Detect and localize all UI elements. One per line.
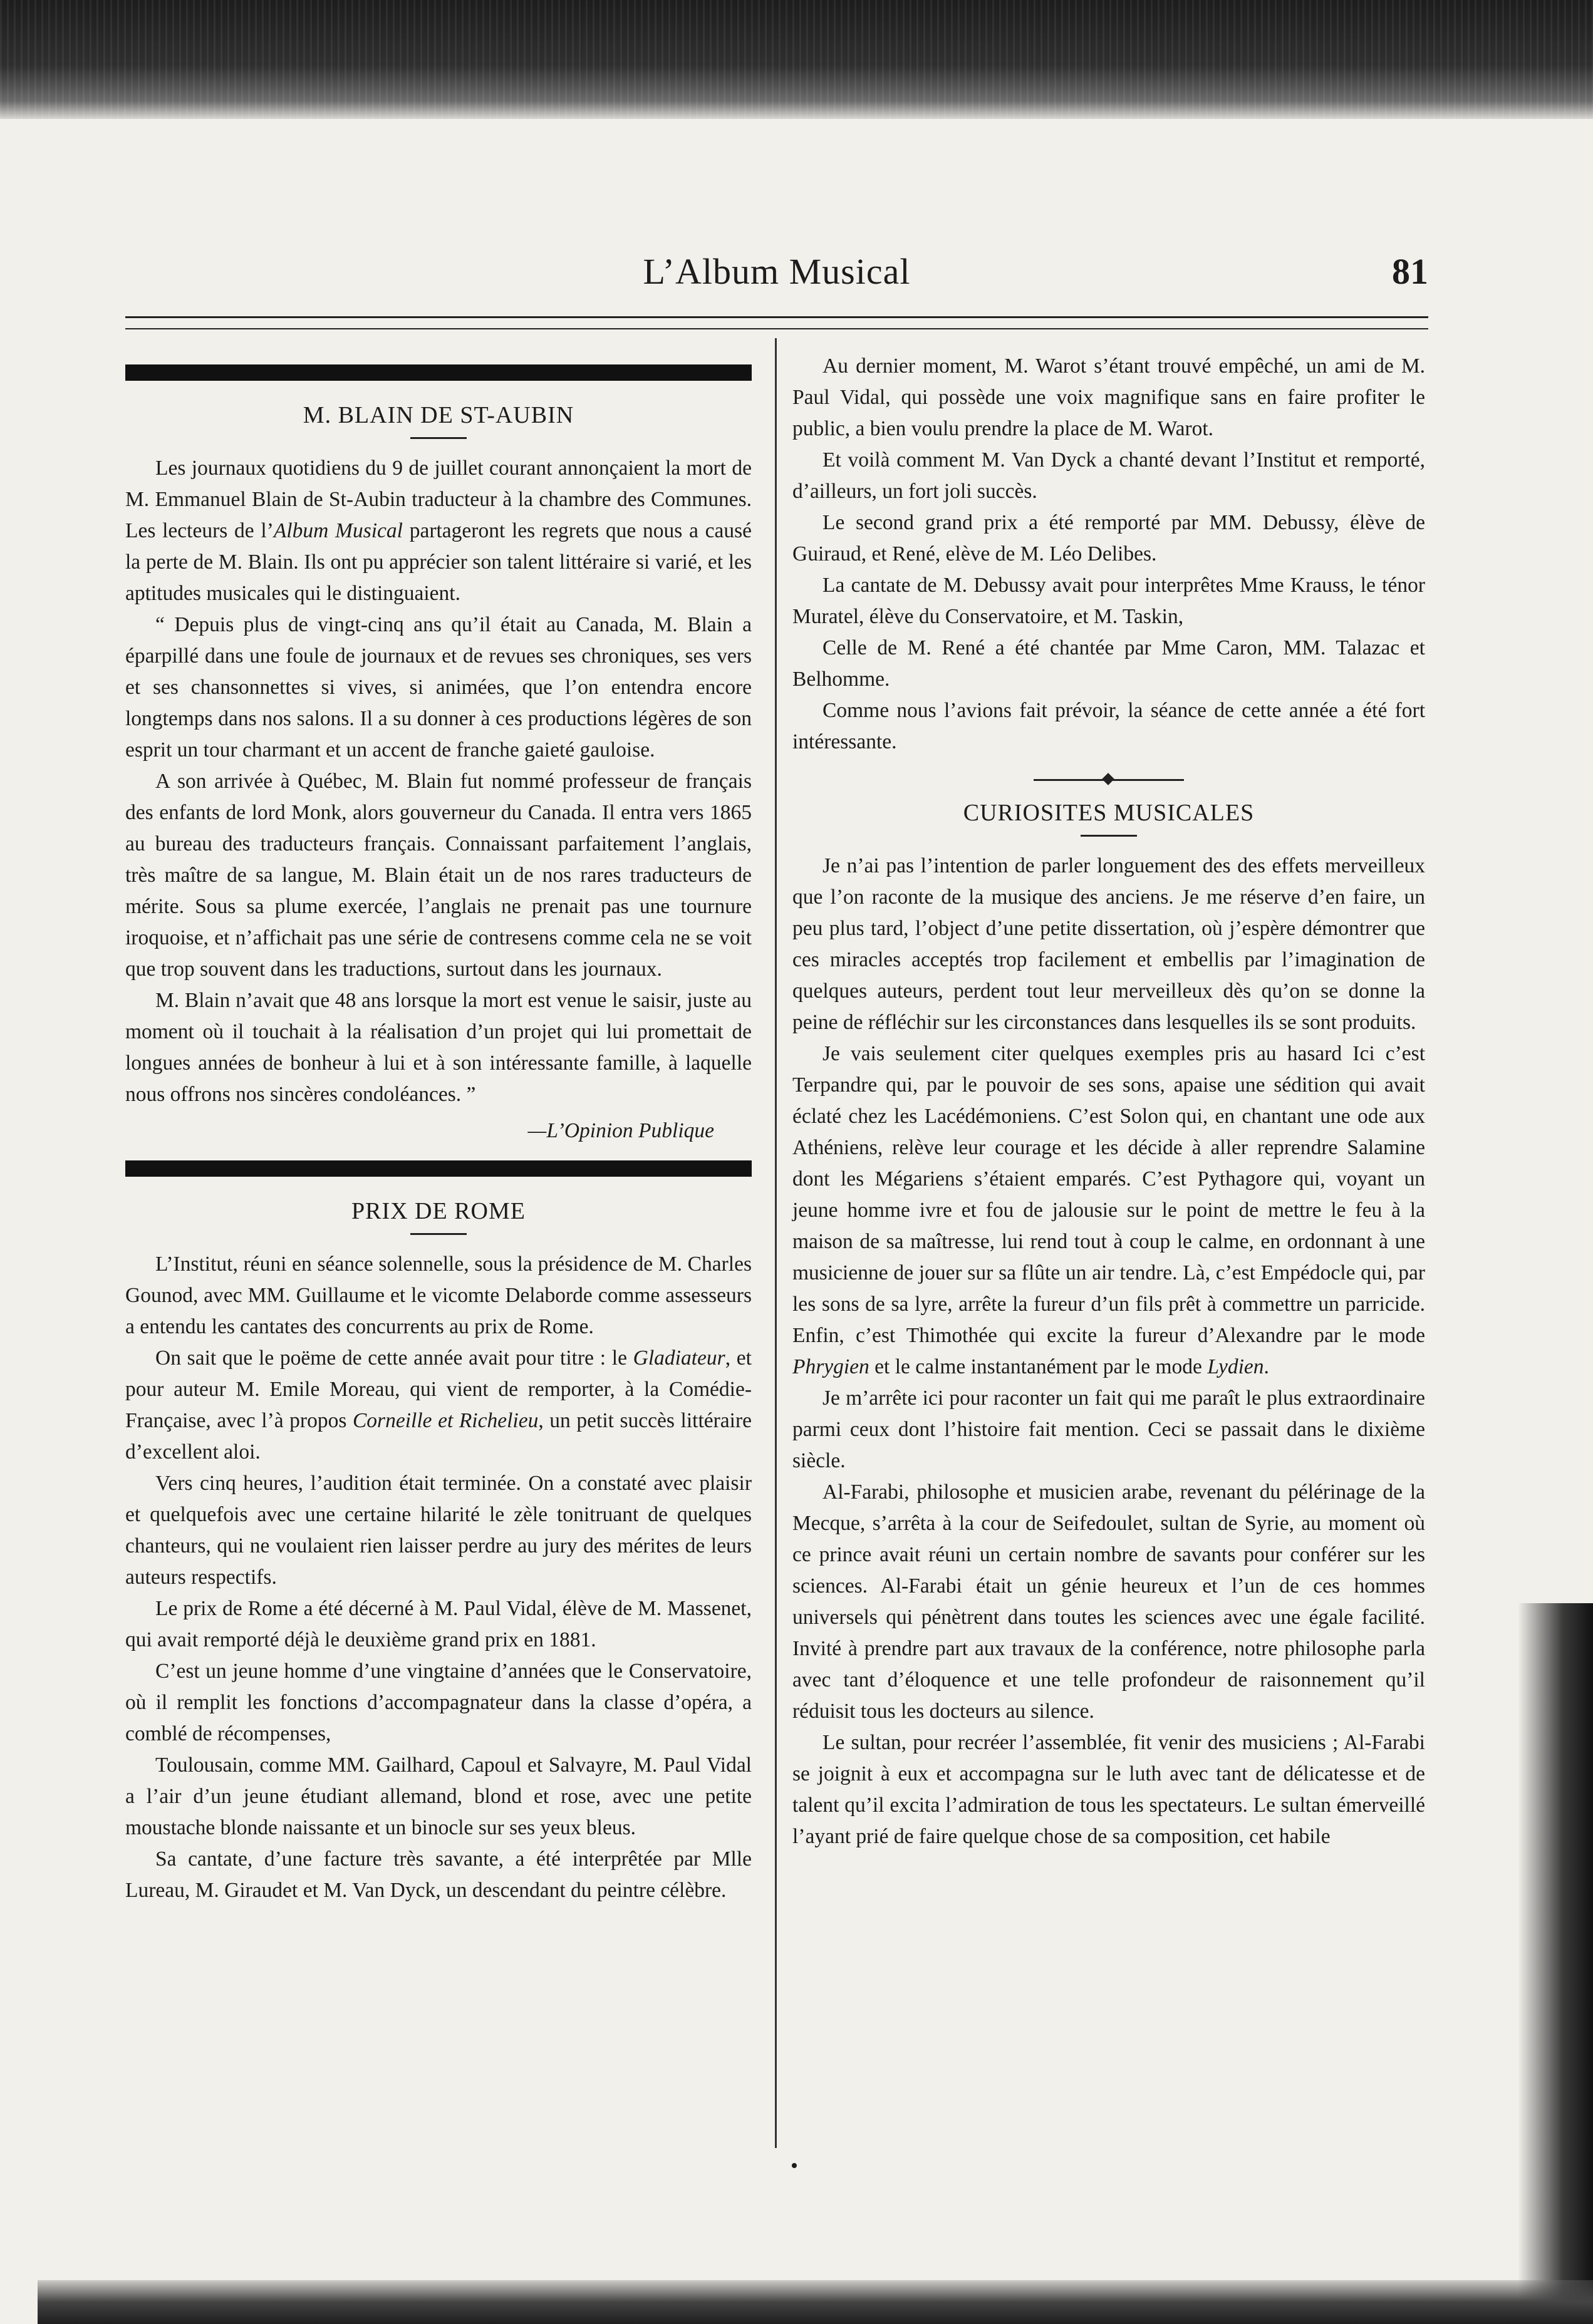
paragraph: Je n’ai pas l’intention de parler longuement des des effets merveilleux que l’on raconte de la musique des anciens. Je me réserve d’en faire, un peu plus tard, l’object d’une petite dissertation, où j’espère démontrer que ces miracles acceptés trop facilement et embellis par l’imagination de quelques auteurs, perdent tout leur merveilleux dès qu’on se donne la peine de réfléchir sur les circonstances dans lesquelles ils se sont produits. (792, 854, 1425, 1034)
paragraph: Le prix de Rome a été décerné à M. Paul Vidal, élève de M. Massenet, qui avait remporté déjà le deuxième grand prix en 1881. (125, 1597, 752, 1651)
ornament-divider (1034, 779, 1184, 781)
paragraph: Comme nous l’avions fait prévoir, la séance de cette année a été fort intéressante. (792, 699, 1425, 753)
paragraph: Toulousain, comme MM. Gailhard, Capoul et Salvayre, M. Paul Vidal a l’air d’un jeune étudiant allemand, blond et rose, avec une petite moustache blonde naissante et un binocle sur ses yeux bleus. (125, 1753, 752, 1839)
section-bar (125, 364, 752, 381)
paragraph: “ Depuis plus de vingt-cinq ans qu’il était au Canada, M. Blain a éparpillé dans une foule de journaux et de revues ses chroniques, ses vers et ses chansonnettes si vives, si animées, que l’on entendra encore longtemps dans nos salons. Il a su donner à ces productions légères de son esprit un tour charmant et un accent de franche gaieté gauloise. (125, 613, 752, 762)
title-rule (410, 1233, 467, 1235)
source-signature: —L’Opinion Publique (527, 1119, 714, 1142)
title-rule (410, 437, 467, 439)
section-title-prix-de-rome: PRIX DE ROME (351, 1198, 526, 1224)
page-header (125, 250, 1428, 307)
paragraph: Al-Farabi, philosophe et musicien arabe, revenant du pélérinage de la Mecque, s’arrêta à la cour de Seifedoulet, sultan de Syrie, au moment où ce prince avait réuni un certain nombre de savants pour conférer sur les sciences. Al-Farabi était un génie heureux et l’un de ces hommes universels qui pénètrent dans toutes les sciences avec une égale facilité. Invité à prendre part aux travaux de la conférence, notre philosophe parla avec tant d’éloquence et une telle profondeur de raisonnement qu’il réduisit tous les docteurs au silence. (792, 1480, 1425, 1723)
paragraph: Le sultan, pour recréer l’assemblée, fit venir des musiciens ; Al-Farabi se joignit à eux et accompagna sur le luth avec tant de délicatesse et de talent qu’il excita l’admiration de tous les spectateurs. Le sultan émerveillé l’ayant prié de faire quelque chose de sa composition, cet habile (792, 1731, 1425, 1848)
paragraph: Sa cantate, d’une facture très savante, a été interprêtée par Mlle Lureau, M. Giraudet et M. Van Dyck, un descendant du peintre célèbre. (125, 1847, 752, 1902)
paragraph: Je m’arrête ici pour raconter un fait qui me paraît le plus extraordinaire parmi ceux dont l’histoire fait mention. Ceci se passait dans le dixième siècle. (792, 1387, 1425, 1472)
paragraph: Je vais seulement citer quelques exemples pris au hasard Ici c’est Terpandre qui, par le pouvoir de ses sons, apaise une sédition qui avait éclaté chez les Lacédémoniens. C’est Solon qui, en chantant une ode aux Athéniens, relève leur courage et les décide à aller reprendre Salamine dont les Mégariens s’étaient emparés. C’est Pythagore qui, voyant un jeune homme ivre et fou de jalousie sur le point de mettre le feu à la maison de sa maîtresse, lui rend tout à coup le calme, en ordonnant à une musicienne de jouer sur sa flûte un air tendre. Là, c’est Empédocle qui, par les sons de sa lyre, arrête la fureur d’un fils prêt à commettre un parricide. Enfin, c’est Thimothée qui excite la fureur d’Alexandre par le mode Phrygien et le calme instantanément par le mode Lydien. (792, 1042, 1425, 1378)
title-rule (1081, 835, 1137, 837)
page-number: 81 (1392, 251, 1428, 292)
left-column (125, 351, 752, 1906)
paragraph: On sait que le poëme de cette année avait pour titre : le Gladiateur, et pour auteur M. Emile Moreau, qui vient de remporter, à la Comédie-Française, avec l’à propos Corneille et Richelieu, un petit succès littéraire d’excellent aloi. (125, 1346, 752, 1464)
section-title-blain: M. BLAIN DE ST-AUBIN (303, 402, 574, 428)
paragraph: Celle de M. René a été chantée par Mme Caron, MM. Talazac et Belhomme. (792, 636, 1425, 691)
paragraph: Vers cinq heures, l’audition était terminée. On a constaté avec plaisir et quelquefois avec une certaine hilarité le zèle tonitruant de quelques chanteurs, qui ne voulaient rien laisser perdre au jury des mérites de leurs auteurs respectifs. (125, 1472, 752, 1589)
paragraph: L’Institut, réuni en séance solennelle, sous la présidence de M. Charles Gounod, avec MM. Guillaume et le vicomte Delaborde comme assesseurs a entendu les cantates des concurrents au prix de Rome. (125, 1252, 752, 1338)
footer-mark: • (791, 2154, 798, 2177)
running-title: L’Album Musical (643, 251, 911, 292)
paragraph: Et voilà comment M. Van Dyck a chanté devant l’Institut et remporté, d’ailleurs, un fort joli succès. (792, 448, 1425, 503)
scan-bottom-border (38, 2280, 1593, 2324)
paragraph: C’est un jeune homme d’une vingtaine d’années que le Conservatoire, où il remplit les fonctions d’accompagnateur dans la classe d’opéra, a comblé de récompenses, (125, 1660, 752, 1745)
column-divider (775, 338, 777, 2148)
paragraph: Le second grand prix a été remporté par MM. Debussy, élève de Guiraud, et René, elève de M. Léo Delibes. (792, 511, 1425, 566)
paragraph: Les journaux quotidiens du 9 de juillet courant annonçaient la mort de M. Emmanuel Blain de St-Aubin traducteur à la chambre des Communes. Les lecteurs de l’Album Musical partageront les regrets que nous a causé la perte de M. Blain. Ils ont pu apprécier son talent littéraire si varié, et les aptitudes musicales qui le distinguaient. (125, 457, 752, 605)
paragraph: Au dernier moment, M. Warot s’étant trouvé empêché, un ami de M. Paul Vidal, qui possède une voix magnifique sans en faire profiter le public, a bien voulu prendre la place de M. Warot. (792, 354, 1425, 440)
section-bar (125, 1160, 752, 1177)
paragraph: A son arrivée à Québec, M. Blain fut nommé professeur de français des enfants de lord Monk, alors gouverneur du Canada. Il entra vers 1865 au bureau des traducteurs français. Connaissant parfaitement l’anglais, très maître de sa langue, M. Blain était un de nos rares traducteurs de mérite. Sous sa plume exercée, l’anglais ne prenait pas une tournure iroquoise, et n’affichait pas une série de contresens comme cela ne se voit que trop souvent dans les traductions, surtout dans les journaux. (125, 770, 752, 981)
paragraph: La cantate de M. Debussy avait pour interprêtes Mme Krauss, le ténor Muratel, élève du Conservatoire, et M. Taskin, (792, 574, 1425, 628)
paragraph: M. Blain n’avait que 48 ans lorsque la mort est venue le saisir, juste au moment où il touchait à la réalisation d’un projet qui lui promettait de longues années de bonheur à lui et à son intéressante famille, à laquelle nous offrons nos sincères condoléances. ” (125, 989, 752, 1106)
right-column (792, 351, 1425, 1852)
scan-right-shadow (1518, 1603, 1593, 2324)
scan-top-border (0, 0, 1593, 119)
section-title-curiosites: CURIOSITES MUSICALES (963, 800, 1255, 826)
header-rule (125, 316, 1428, 329)
